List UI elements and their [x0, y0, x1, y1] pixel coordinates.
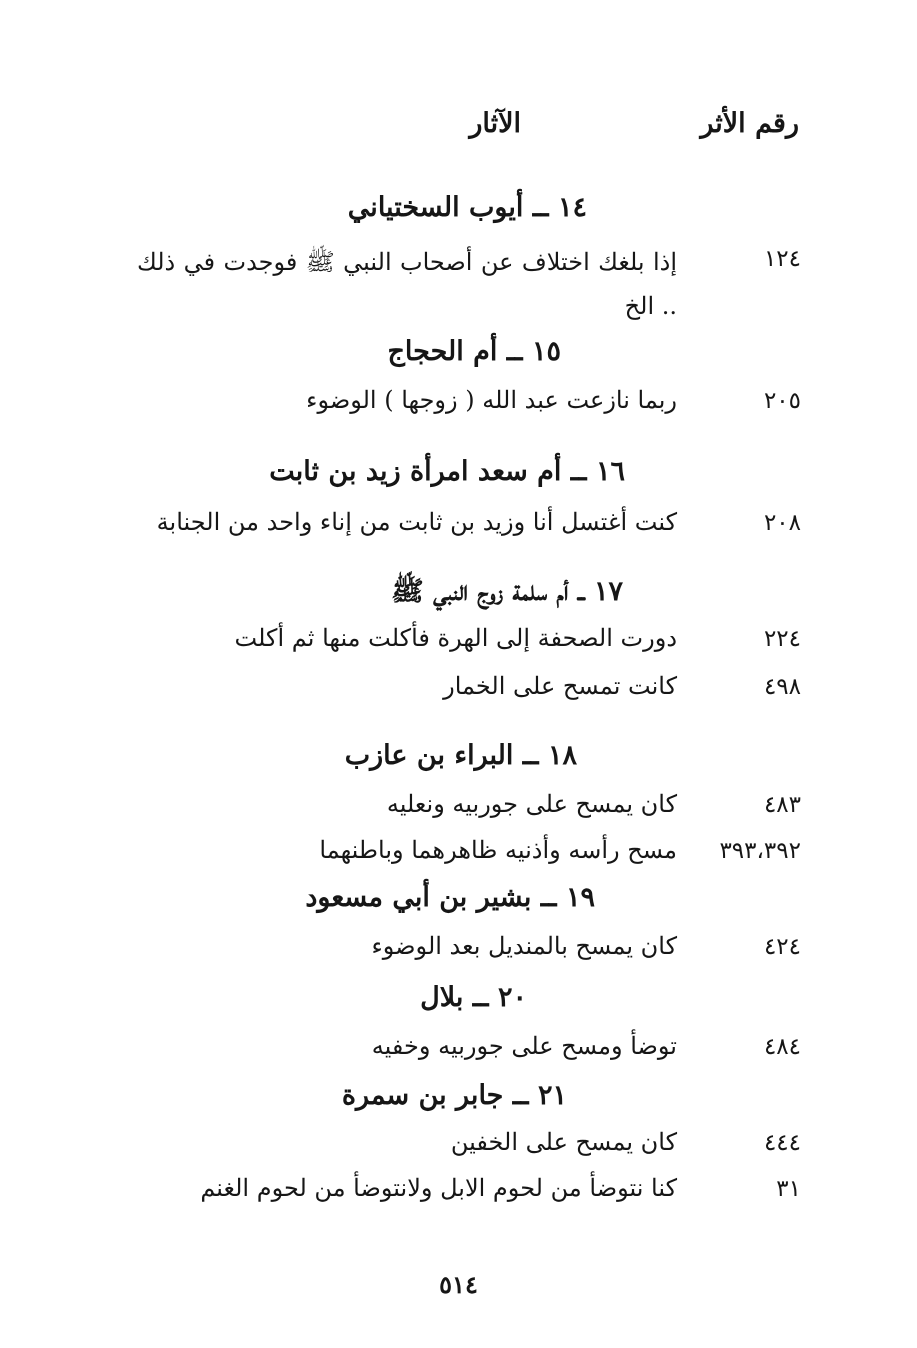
- athar-number: ٢٠٨: [763, 510, 801, 536]
- athar-text: كنت أغتسل أنا وزيد بن ثابت من إناء واحد من الجنابة: [156, 508, 677, 536]
- athar-number: ٣٩٣،٣٩٢: [719, 838, 801, 864]
- athar-text: كان يمسح على جوربيه ونعليه: [386, 790, 677, 818]
- athar-number: ٤٨٤: [763, 1034, 801, 1060]
- athar-number: ٢٢٤: [763, 626, 801, 652]
- header-athar-label: الآثار: [469, 108, 521, 139]
- athar-number: ٤٢٤: [763, 934, 801, 960]
- athar-text: مسح رأسه وأذنيه ظاهرهما وباطنهما: [319, 836, 677, 864]
- athar-text: ربما نازعت عبد الله ( زوجها ) الوضوء: [306, 386, 677, 414]
- athar-text: كان يمسح بالمنديل بعد الوضوء: [371, 932, 677, 960]
- athar-text: إذا بلغك اختلاف عن أصحاب النبي ﷺ فوجدت في ذلك .. الخ: [137, 248, 677, 320]
- section-title: ٢١ ــ جابر بن سمرة: [341, 1080, 567, 1111]
- athar-text: كانت تمسح على الخمار: [443, 672, 677, 700]
- athar-text: كنا نتوضأ من لحوم الابل ولانتوضأ من لحوم الغنم: [200, 1174, 677, 1202]
- athar-number: ٢٠٥: [763, 388, 801, 414]
- athar-number: ٤٨٣: [763, 792, 801, 818]
- athar-number: ١٢٤: [763, 246, 801, 272]
- section-title: ١٩ ــ بشير بن أبي مسعود: [305, 882, 595, 913]
- header-number-label: رقم الأثر: [700, 108, 799, 139]
- athar-number: ٤٩٨: [763, 674, 801, 700]
- athar-number: ٣١: [776, 1176, 801, 1202]
- section-title: ٢٠ ــ بلال: [420, 982, 527, 1013]
- section-title: ١٥ ــ أم الحجاج: [387, 336, 561, 367]
- athar-text: دورت الصحفة إلى الهرة فأكلت منها ثم أكلت: [234, 624, 677, 652]
- athar-text: كان يمسح على الخفين: [450, 1128, 677, 1156]
- section-title: ١٨ ــ البراء بن عازب: [344, 740, 577, 771]
- athar-text: توضأ ومسح على جوربيه وخفيه: [371, 1032, 677, 1060]
- athar-number: ٤٤٤: [763, 1130, 801, 1156]
- section-title: ١٤ ــ أيوب السختياني: [347, 192, 587, 223]
- page-number: ٥١٤: [439, 1270, 478, 1299]
- section-title: ١٧ ــ أم سلمة زوج النبي ﷺ: [391, 576, 623, 607]
- section-title: ١٦ ــ أم سعد امرأة زيد بن ثابت: [269, 456, 625, 487]
